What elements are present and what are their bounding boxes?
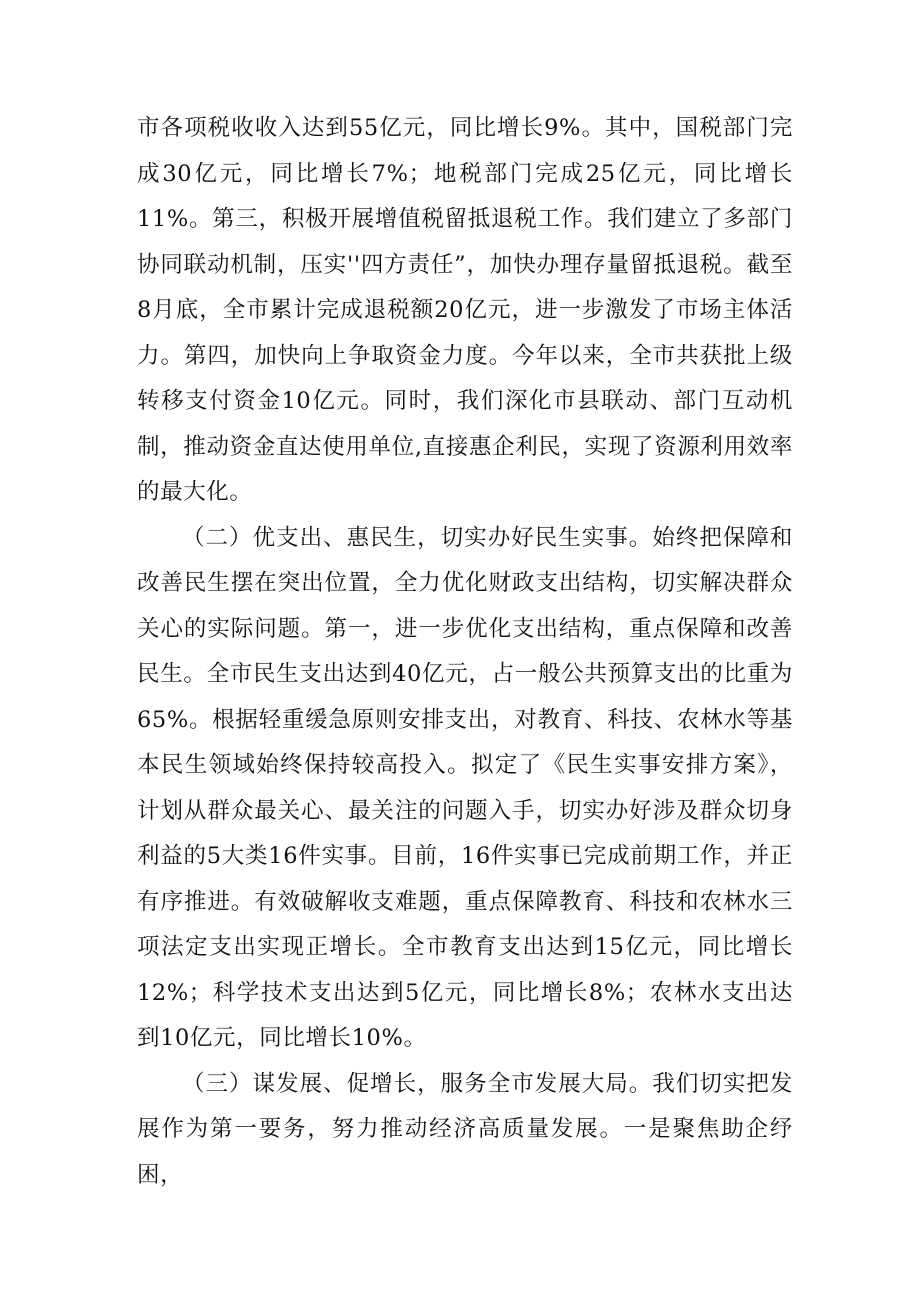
paragraph-livelihood-spending: （二）优支出、惠民生，切实办好民生实事。始终把保障和改善民生摆在突出位置，全力优化财政支出结构，切实解决群众关心的实际问题。第一，进一步优化支出结构，重点保障和改善民生。全市民生支出达到40亿元，占一般公共预算支出的比重为65%。根据轻重缓急原则安排支出，对教育、科技、农林水等基本民生领域始终保持较高投入。拟定了《民生实事安排方案》，计划从群众最关心、最关注的问题入手，切实办好涉及群众切身利益的5大类16件实事。目前，16件实事已完成前期工作，并正有序推进。有效破解收支难题，重点保障教育、科技和农林水三项法定支出实现正增长。全市教育支出达到15亿元，同比增长12%；科学技术支出达到5亿元，同比增长8%；农林水支出达到10亿元，同比增长10%。: [137, 524, 793, 1051]
body-text: [137, 106, 793, 1198]
paragraph-tax-revenue: 市各项税收收入达到55亿元，同比增长9%。其中，国税部门完成30亿元，同比增长7%；地税部门完成25亿元，同比增长11%。第三，积极开展增值税留抵退税工作。我们建立了多部门协同联动机制，压实''四方责任”，加快办理存量留抵退税。截至8月底，全市累计完成退税额20亿元，进一步激发了市场主体活力。第四，加快向上争取资金力度。今年以来，全市共获批上级转移支付资金10亿元。同时，我们深化市县联动、部门互动机制，推动资金直达使用单位,直接惠企利民，实现了资源利用效率的最大化。: [137, 115, 793, 505]
paragraph-development: （三）谋发展、促增长，服务全市发展大局。我们切实把发展作为第一要务，努力推动经济高质量发展。一是聚焦助企纾困，: [137, 1070, 793, 1188]
